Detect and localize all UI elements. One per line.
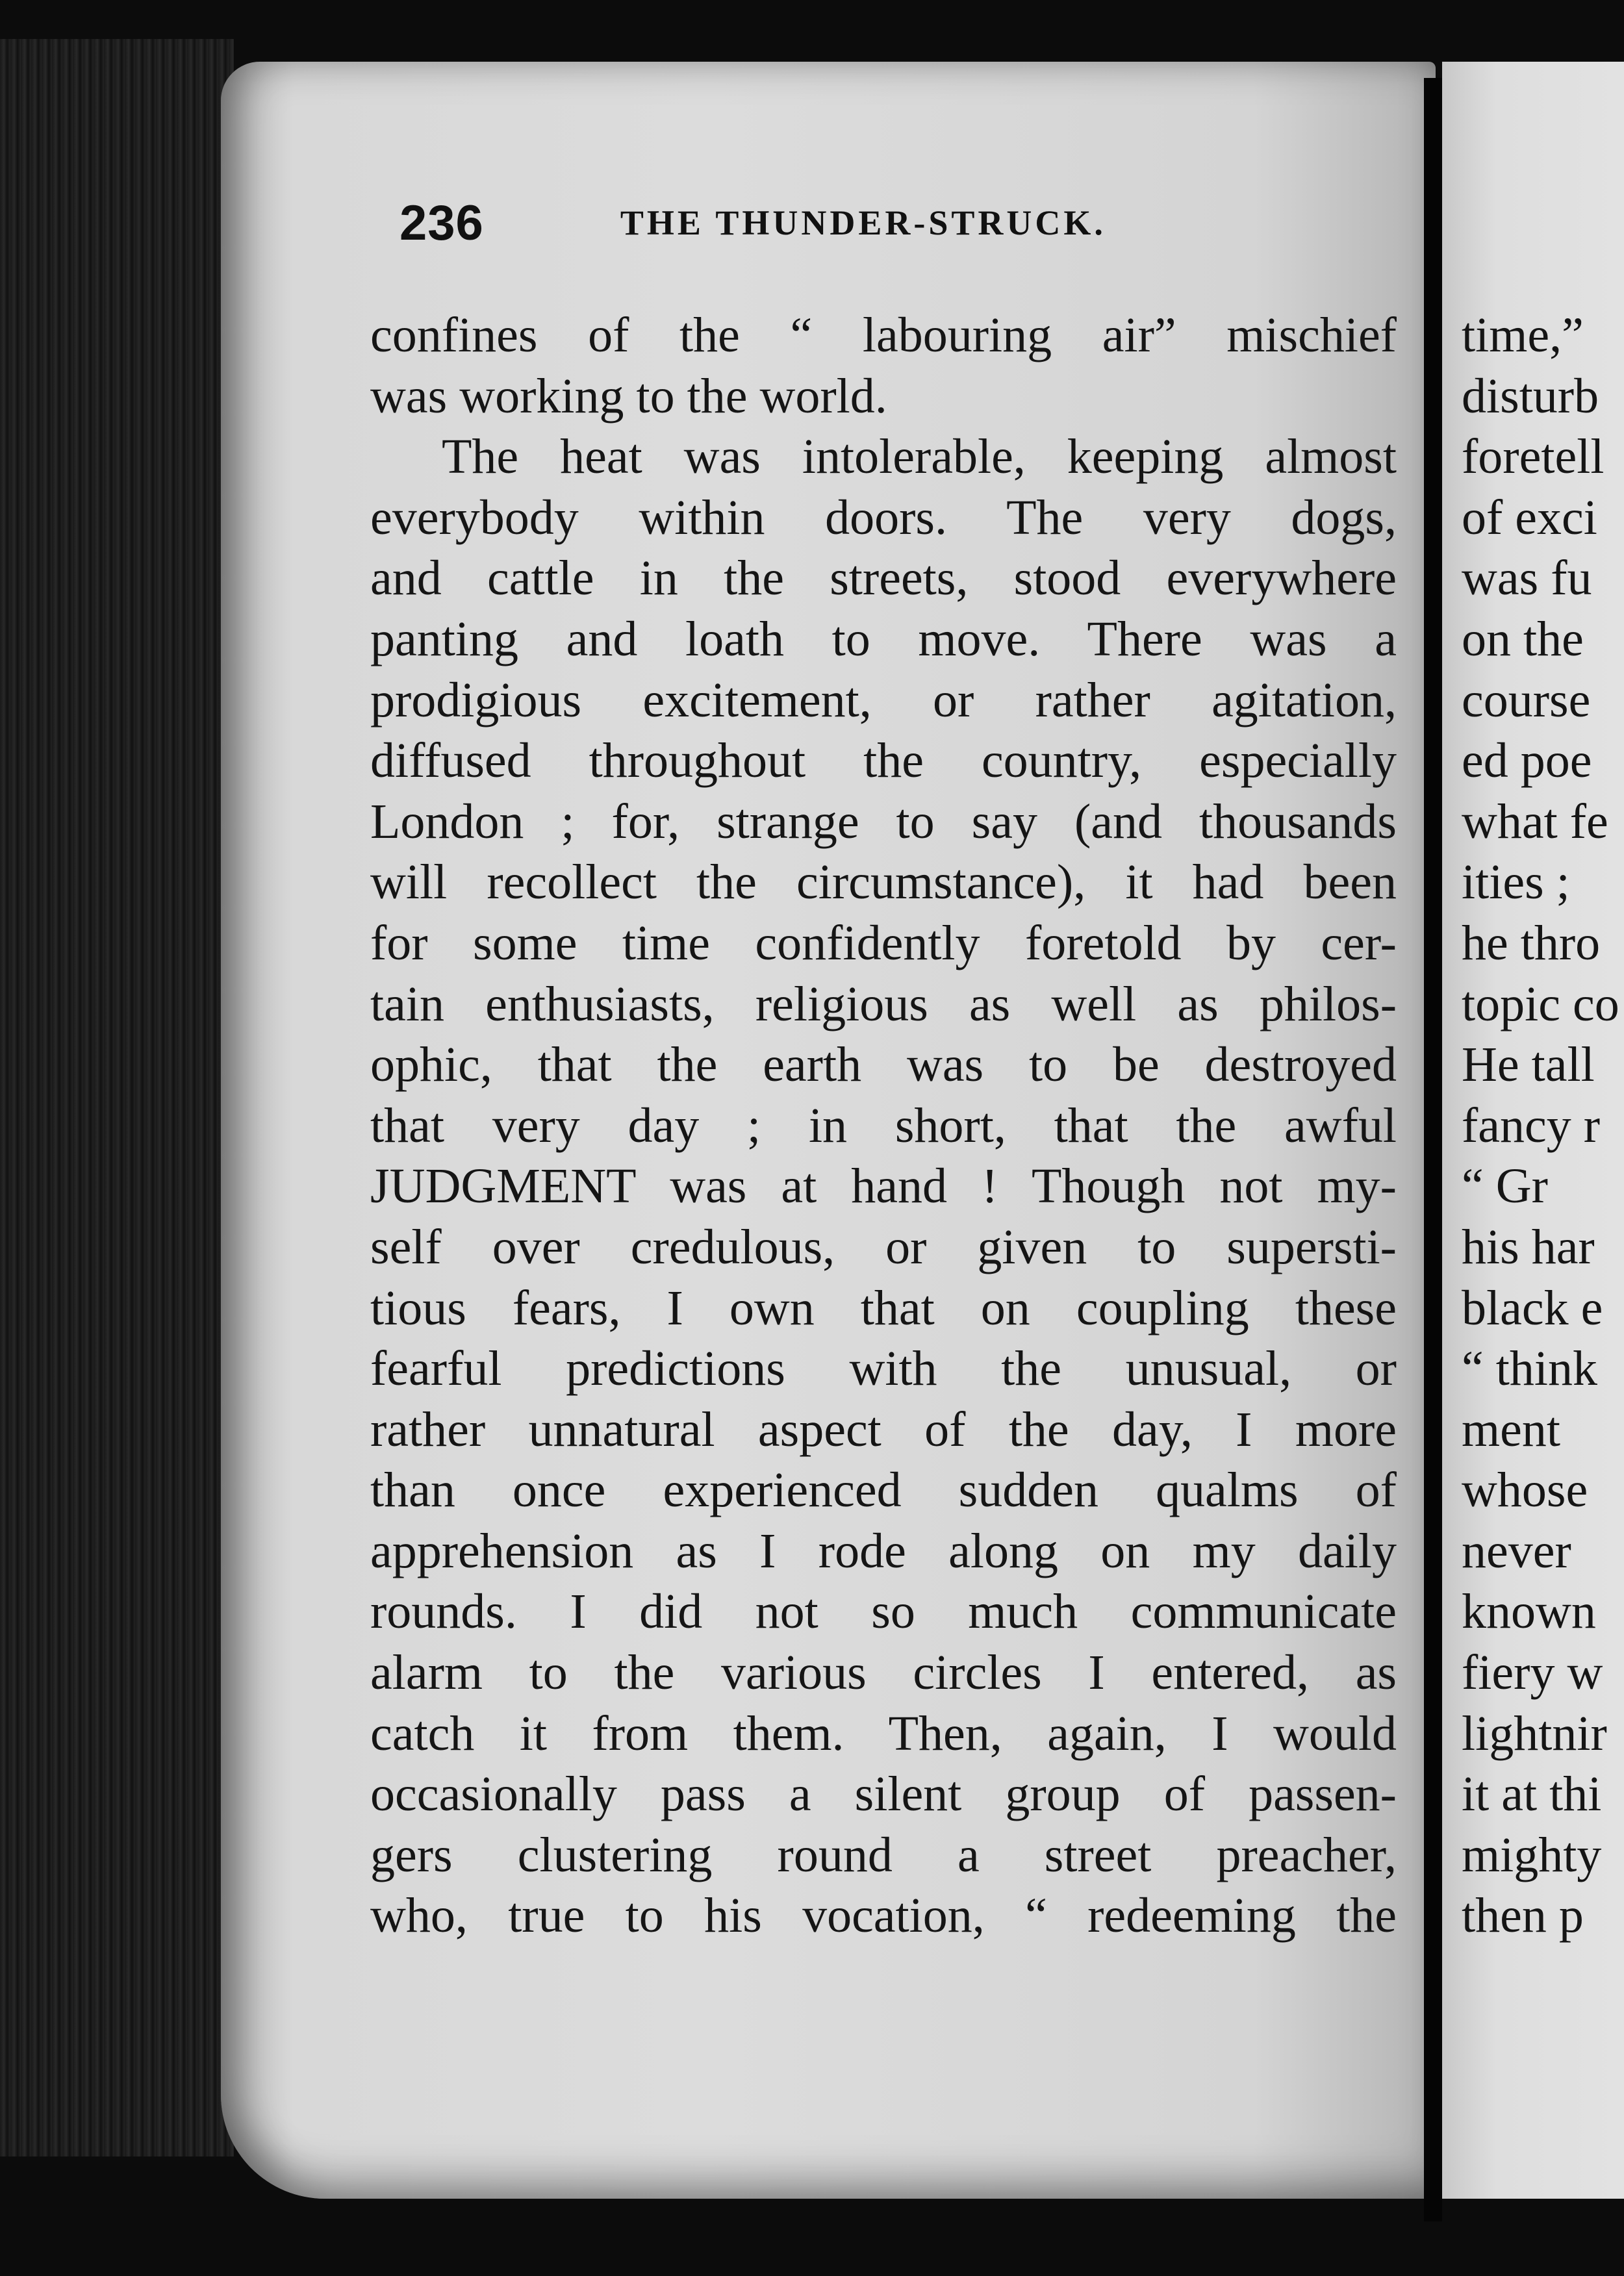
text-line: for some time confidently foretold by cer- [370,915,1397,970]
text-line: JUDGMENT was at hand ! Though not my- [370,1159,1397,1214]
running-head [400,194,1179,252]
text-line: gers clustering round a street preacher, [370,1827,1397,1882]
text-line: was fu [1462,551,1592,606]
text-line: fiery w [1462,1645,1603,1701]
text-line: that very day ; in short, that the awful [370,1098,1397,1153]
text-line: fearful predictions with the unusual, or [370,1341,1397,1397]
text-line: tain enthusiasts, religious as well as philos- [370,976,1397,1031]
text-line: who, true to his vocation, “ redeeming the [370,1888,1397,1943]
text-line: lightnir [1462,1706,1607,1761]
text-line: mighty [1462,1827,1602,1882]
text-line: The heat was intolerable, keeping almost [442,429,1397,485]
text-line: than once experienced sudden qualms of [370,1463,1397,1518]
text-line: self over credulous, or given to supersti- [370,1219,1397,1274]
text-line: panting and loath to move. There was a [370,611,1397,666]
text-line: what fe [1462,794,1608,849]
text-line: of exci [1462,490,1597,545]
text-line: ophic, that the earth was to be destroyed [370,1037,1397,1093]
text-line: was working to the world. [370,368,887,424]
text-line: then p [1462,1888,1584,1943]
running-head-title: THE THUNDER-STRUCK. [620,203,1106,242]
left-page-body [370,305,1397,1947]
text-line: confines of the “ labouring air” mischief [370,308,1397,362]
text-line: fancy r [1462,1098,1601,1153]
text-line: everybody within doors. The very dogs, [370,490,1397,545]
text-line: tious fears, I own that on coupling these [370,1280,1397,1335]
text-line: disturb [1462,368,1599,424]
right-page [1442,62,1624,2199]
text-line: course [1462,672,1591,727]
text-line: prodigious excitement, or rather agitation, [370,672,1397,727]
text-line: ities ; [1462,855,1570,910]
text-line: alarm to the various circles I entered, as [370,1645,1397,1701]
text-line: whose [1462,1463,1588,1518]
text-line: ed poe [1462,733,1592,789]
text-line: rounds. I did not so much communicate [370,1584,1397,1639]
text-line: ment [1462,1402,1560,1457]
text-line: it at thi [1462,1767,1602,1822]
text-line: will recollect the circumstance), it had been [370,855,1397,910]
text-line: he thro [1462,915,1601,970]
text-line: time,” [1462,308,1584,362]
text-line: and cattle in the streets, stood everywhere [370,551,1397,606]
text-line: never [1462,1523,1571,1578]
text-line: “ Gr [1462,1159,1548,1214]
text-line: topic co [1462,976,1619,1031]
page-edges [0,39,234,2156]
text-line: black e [1462,1280,1603,1335]
page-number: 236 [400,195,484,251]
text-line: London ; for, strange to say (and thousands [370,794,1397,849]
text-line: foretell [1462,429,1605,485]
text-line: rather unnatural aspect of the day, I more [370,1402,1397,1457]
text-line: his har [1462,1219,1595,1274]
text-line: He tall [1462,1037,1595,1093]
text-line: catch it from them. Then, again, I would [370,1706,1397,1761]
text-line: “ think [1462,1341,1597,1397]
text-line: apprehension as I rode along on my daily [370,1523,1397,1578]
text-line: known [1462,1584,1596,1639]
text-line: occasionally pass a silent group of passen- [370,1767,1397,1822]
text-line: on the [1462,611,1584,666]
text-line: diffused throughout the country, especially [370,733,1397,789]
book-gutter [1424,78,1442,2221]
right-page-body [1462,305,1624,1947]
